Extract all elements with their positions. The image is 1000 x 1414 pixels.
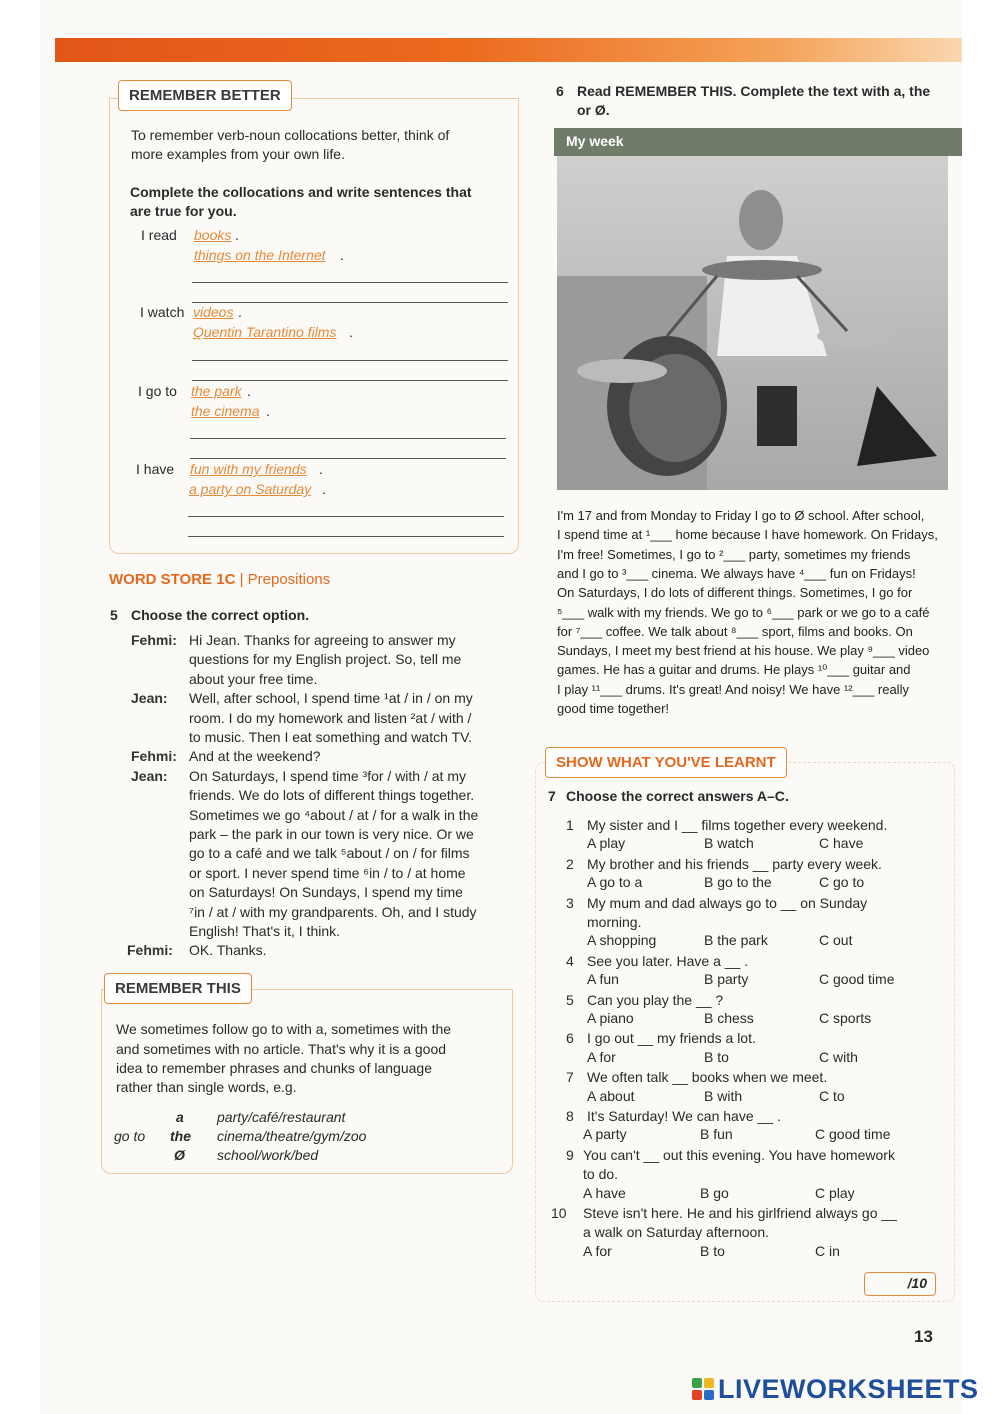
answer-option-a[interactable]: A play: [587, 835, 626, 852]
question-text: My sister and I __ films together every weekend.: [587, 817, 888, 833]
exercise-7-instruction: Choose the correct answers A–C.: [566, 788, 789, 804]
remember-this-title: REMEMBER THIS: [104, 973, 252, 1004]
header-band: [55, 38, 962, 62]
collocation-example: Quentin Tarantino films: [193, 324, 337, 340]
answer-option-c[interactable]: C out: [819, 932, 853, 949]
answer-line[interactable]: [190, 438, 506, 439]
dialogue-line: Well, after school, I spend time ¹at / in / on my: [189, 690, 473, 707]
remember-this-line: We sometimes follow go to with a, sometimes with the: [116, 1021, 452, 1037]
answer-option-c[interactable]: C go to: [819, 874, 865, 891]
remember-better-instruction-2: are true for you.: [130, 203, 237, 219]
exercise-7-number: 7: [548, 788, 556, 804]
speaker-name: Fehmi:: [131, 632, 177, 648]
dialogue-line: English! That's it, I think.: [189, 923, 341, 939]
remember-better-intro-1: To remember verb-noun collocations better, think of: [131, 127, 450, 143]
collocation-example: videos: [193, 304, 234, 320]
collocation-example: books: [194, 227, 232, 243]
question-text-continued: to do.: [583, 1166, 619, 1183]
remember-better-title: REMEMBER BETTER: [118, 80, 292, 111]
collocation-verb: I go to: [138, 383, 177, 399]
exercise-5-instruction: Choose the correct option.: [131, 607, 310, 623]
show-title: SHOW WHAT YOU'VE LEARNT: [545, 747, 787, 778]
question-text-continued: morning.: [587, 914, 642, 930]
answer-option-a[interactable]: A shopping: [587, 932, 657, 949]
answer-option-b[interactable]: B with: [704, 1087, 743, 1104]
answer-option-a[interactable]: A for: [583, 1242, 612, 1259]
dialogue-line: questions for my English project. So, tell me: [189, 651, 462, 668]
word-store-subtitle: Prepositions: [247, 571, 331, 588]
question-text: Steve isn't here. He and his girlfriend always go __: [583, 1205, 897, 1221]
dialogue-line: about your free time.: [189, 670, 318, 687]
dialogue-line: OK. Thanks.: [189, 942, 267, 959]
liveworksheets-logo: LIVEWORKSHEETS: [718, 1374, 979, 1404]
dialogue-line: park – the park in our town is very nice. Or we: [189, 826, 474, 842]
question-text: I go out __ my friends a lot.: [587, 1030, 756, 1047]
question-number: 9: [566, 1146, 574, 1163]
answer-line[interactable]: [188, 516, 504, 517]
answer-line[interactable]: [188, 536, 504, 537]
drummer-photo-svg: [557, 156, 948, 490]
speaker-name: Fehmi:: [131, 748, 177, 765]
article-zero: Ø: [174, 1147, 185, 1163]
answer-option-c[interactable]: C have: [819, 835, 864, 852]
answer-option-c[interactable]: C good time: [815, 1126, 891, 1143]
question-number: 2: [566, 855, 574, 872]
my-week-text-line: good time together!: [557, 701, 670, 716]
drummer-photo: [557, 156, 948, 490]
answer-option-b[interactable]: B chess: [704, 1010, 754, 1026]
answer-option-b[interactable]: B the park: [704, 932, 768, 949]
question-number: 7: [566, 1069, 574, 1086]
my-week-text-line: On Saturdays, I do lots of different things. Sometimes, I go for: [557, 585, 913, 601]
my-week-bar: My week: [554, 128, 962, 156]
question-text: My mum and dad always go to __ on Sunday: [587, 894, 868, 911]
question-text: My brother and his friends __ party every week.: [587, 855, 882, 872]
answer-line[interactable]: [192, 380, 508, 381]
page-number: 13: [914, 1327, 933, 1346]
answer-option-b[interactable]: B watch: [704, 835, 754, 852]
word-store-separator: |: [239, 571, 244, 588]
answer-option-a[interactable]: A go to a: [587, 874, 643, 891]
answer-option-a[interactable]: A piano: [587, 1010, 634, 1026]
dialogue-line: go to a café and we talk ⁵about / on / for films: [189, 845, 470, 862]
my-week-text-line: Sundays, I meet my best friend at his house. We play ⁹___ video: [557, 643, 930, 659]
speaker-name: Jean:: [131, 690, 168, 707]
answer-line[interactable]: [190, 458, 506, 459]
answer-option-a[interactable]: A fun: [587, 971, 619, 988]
question-text: We often talk __ books when we meet.: [587, 1069, 828, 1086]
question-number: 8: [566, 1108, 574, 1124]
question-text: You can't __ out this evening. You have homework: [583, 1146, 895, 1163]
answer-option-c[interactable]: C sports: [819, 1010, 872, 1026]
my-week-text-line: ⁵___ walk with my friends. We go to ⁶___ park or we go to a café: [557, 604, 930, 620]
article-a: a: [176, 1109, 184, 1125]
score-box: /10: [864, 1272, 936, 1296]
question-number: 3: [566, 894, 574, 911]
answer-option-b[interactable]: B to: [704, 1048, 729, 1065]
question-text: See you later. Have a __ .: [587, 952, 749, 969]
answer-option-b[interactable]: B go: [700, 1184, 729, 1201]
question-number: 5: [566, 991, 574, 1008]
collocation-verb: I read: [141, 227, 177, 243]
dialogue-line: friends. We do lots of different things together.: [189, 787, 475, 804]
answer-option-b[interactable]: B to: [700, 1242, 725, 1259]
exercise-5-number: 5: [110, 607, 118, 623]
article-words: party/café/restaurant: [217, 1109, 346, 1125]
answer-option-b[interactable]: B fun: [700, 1126, 733, 1143]
dialogue-line: room. I do my homework and listen ²at / with /: [189, 709, 472, 726]
my-week-text-line: I spend time at ¹___ home because I have homework. On Fridays,: [557, 527, 938, 543]
question-number: 10: [551, 1205, 567, 1221]
answer-option-b[interactable]: B go to the: [704, 874, 772, 891]
article-the: the: [170, 1128, 191, 1144]
word-store-title: WORD STORE 1C: [109, 571, 236, 588]
article-words: cinema/theatre/gym/zoo: [217, 1128, 367, 1144]
my-week-text-line: I'm free! Sometimes, I go to ²___ party, sometimes my friends: [557, 546, 911, 562]
my-week-text-line: I play ¹¹___ drums. It's great! And noisy! We have ¹²___ really: [557, 681, 909, 697]
collocation-verb: I have: [136, 461, 175, 477]
exercise-6-instruction-2: or Ø.: [577, 102, 610, 118]
answer-option-c[interactable]: C with: [819, 1048, 858, 1065]
article-words: school/work/bed: [217, 1147, 319, 1163]
dialogue-line: ⁷in / at / with my grandparents. Oh, and I study: [189, 903, 477, 920]
collocation-example: the park: [191, 383, 242, 399]
answer-option-c[interactable]: C good time: [819, 971, 895, 988]
remember-better-instruction-1: Complete the collocations and write sentences that: [130, 184, 472, 200]
answer-option-a[interactable]: A have: [583, 1184, 626, 1201]
question-text: Can you play the __ ?: [587, 991, 724, 1008]
exercise-6-number: 6: [556, 83, 564, 99]
remember-better-intro-2: more examples from your own life.: [131, 146, 345, 162]
remember-this-line: idea to remember phrases and chunks of language: [116, 1060, 432, 1076]
remember-this-line: rather than single words, e.g.: [116, 1079, 297, 1095]
answer-option-c[interactable]: C play: [815, 1184, 855, 1201]
dialogue-line: Sometimes we go ⁴about / at / for a walk in the: [189, 806, 479, 823]
answer-option-a[interactable]: A party: [583, 1126, 627, 1143]
dialogue-line: And at the weekend?: [189, 748, 321, 765]
collocation-example: the cinema: [191, 403, 260, 419]
speaker-name: Jean:: [131, 767, 168, 784]
answer-line[interactable]: [192, 360, 508, 361]
liveworksheets-logo-icon: [692, 1378, 714, 1400]
dialogue-line: to music. Then I eat something and watch TV.: [189, 729, 473, 745]
my-week-text-line: and I go to ³___ cinema. We always have ⁴___ fun on Fridays!: [557, 565, 916, 581]
answer-option-c[interactable]: C in: [815, 1242, 840, 1259]
remember-this-line: and sometimes with no article. That's why it is a good: [116, 1041, 447, 1057]
answer-option-a[interactable]: A for: [587, 1048, 616, 1065]
dialogue-line: Hi Jean. Thanks for agreeing to answer my: [189, 632, 456, 648]
collocation-example: things on the Internet: [194, 247, 326, 263]
my-week-text-line: I'm 17 and from Monday to Friday I go to Ø school. After school,: [557, 508, 925, 523]
question-text-continued: a walk on Saturday afternoon.: [583, 1224, 770, 1241]
answer-option-c[interactable]: C to: [819, 1087, 845, 1104]
collocation-example: fun with my friends: [190, 461, 307, 477]
collocation-example: a party on Saturday: [189, 481, 312, 497]
question-number: 6: [566, 1030, 574, 1047]
dialogue-line: On Saturdays, I spend time ³for / with / at my: [189, 767, 466, 784]
answer-option-b[interactable]: B party: [704, 971, 749, 988]
question-text: It's Saturday! We can have __ .: [587, 1108, 781, 1124]
question-number: 4: [566, 952, 574, 969]
answer-line[interactable]: [192, 282, 508, 283]
answer-option-a[interactable]: A about: [587, 1087, 635, 1104]
my-week-text-line: for ⁷___ coffee. We talk about ⁸___ sport, films and books. On: [557, 623, 913, 639]
speaker-name: Fehmi:: [127, 942, 173, 959]
word-store-heading: [109, 571, 330, 588]
exercise-6-instruction-1: Read REMEMBER THIS. Complete the text with a, the: [577, 83, 931, 99]
collocation-verb: I watch: [140, 304, 185, 320]
dialogue-line: on Saturdays! On Sundays, I spend my time: [189, 884, 463, 901]
dialogue-line: or sport. I never spend time ⁶in / to / at home: [189, 864, 466, 881]
my-week-text-line: games. He has a guitar and drums. He plays ¹⁰___ guitar and: [557, 662, 911, 678]
go-to-label: go to: [114, 1128, 146, 1144]
question-number: 1: [566, 817, 574, 833]
